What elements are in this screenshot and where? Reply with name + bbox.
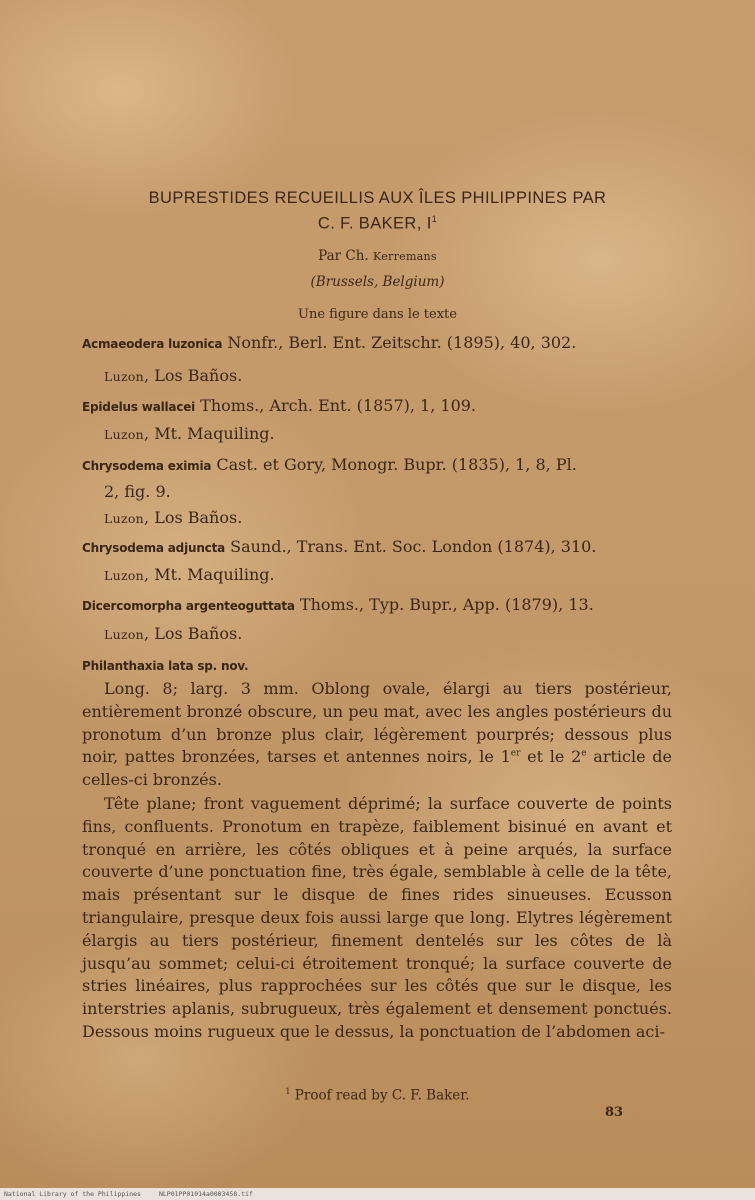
scan-file-name: NLP01PP01014a0003458.tif [158, 1190, 253, 1198]
affiliation: (Brussels, Belgium) [310, 274, 445, 290]
page-number: 83 [605, 1105, 624, 1120]
footnote [0, 1087, 755, 1104]
superscript: er [510, 749, 521, 760]
text-run: Long. 8; larg. 3 mm. Oblong ovale, élargi au tiers postérieur, entièrement bronzé obscure, un peu mat, avec les angles postérieurs du pronotum d’un bronze plus clair, légèrement pourprés; dessous plus noir, pattes bronzées, tarses et antennes noirs, le 1 [82, 679, 672, 767]
locality-line [104, 366, 242, 387]
locality-line [104, 508, 242, 529]
new-species-name: Philanthaxia lata sp. nov. [82, 659, 249, 673]
species-name: Epidelus wallacei [82, 400, 196, 414]
citation-continuation: 2, fig. 9. [104, 482, 171, 501]
footnote-text: Proof read by C. F. Baker. [290, 1087, 470, 1104]
locality-place: , Mt. Maquiling. [144, 424, 275, 443]
footnote-mark: 1 [285, 1087, 291, 1096]
text-run: et le 2 [520, 747, 582, 767]
title-author-name: C. F. BAKER, I [317, 214, 432, 233]
locality-line [104, 624, 242, 645]
new-species-heading [82, 655, 248, 676]
text-run: article de celles-ci bronzés. [82, 747, 673, 790]
description-paragraph-1 [82, 678, 672, 792]
locality-island: Luzon [104, 568, 145, 583]
species-entry [82, 396, 476, 417]
species-citation: Cast. et Gory, Monogr. Bupr. (1835), 1, 8, Pl. [211, 455, 577, 474]
species-entry [82, 595, 594, 616]
locality-island: Luzon [104, 427, 145, 442]
locality-place: , Mt. Maquiling. [144, 565, 275, 584]
author-line [0, 248, 755, 264]
author-prefix: Par Ch. [318, 248, 373, 264]
species-citation: Nonfr., Berl. Ent. Zeitschr. (1895), 40, 302. [222, 333, 577, 352]
species-entry [82, 455, 577, 476]
locality-island: Luzon [104, 369, 145, 384]
author-name: Kerremans [373, 250, 437, 263]
scan-info-strip [0, 1188, 755, 1200]
scan-library-label: National Library of the Philippines [4, 1190, 141, 1198]
superscript: e [581, 749, 587, 760]
species-entry [82, 333, 576, 354]
locality-island: Luzon [104, 511, 145, 526]
locality-place: , Los Baños. [144, 508, 243, 527]
figure-note: Une figure dans le texte [298, 307, 457, 322]
species-name: Acmaeodera luzonica [82, 337, 223, 351]
article-title-line1: BUPRESTIDES RECUEILLIS AUX ÎLES PHILIPPINES PAR [148, 189, 607, 207]
description-text: Tête plane; front vaguement déprimé; la surface couverte de points fins, confluents. Pronotum en trapèze, faiblement bisinué en avant et tronqué en arrière, les côtés obliques et à peine arqués, la surface couverte d’une ponctuation fine, très égale, semblable à celle de la tête, mais présentant sur le disque de fines rides sinueuses. Ecusson triangulaire, presque deux fois aussi large que long. Elytres légèrement élargis au tiers postérieur, finement dentelés sur les côtes de là jusqu’au sommet; celui-ci étroitement tronqué; la surface couverte de stries linéaires, plus rapprochées sur les côtés que sur le disque, les interstries aplanis, subrugueux, très également et densement ponctués. Dessous moins rugueux que le dessus, la ponctuation de l’abdomen aci- [82, 794, 672, 1041]
locality-line [104, 565, 275, 586]
species-entry [82, 537, 596, 558]
species-citation: Saund., Trans. Ent. Soc. London (1874), 310. [225, 537, 597, 556]
locality-place: , Los Baños. [144, 624, 243, 643]
locality-island: Luzon [104, 627, 145, 642]
species-citation: Thoms., Typ. Bupr., App. (1879), 13. [294, 595, 594, 614]
species-citation: Thoms., Arch. Ent. (1857), 1, 109. [195, 396, 477, 415]
description-paragraph-2 [82, 793, 672, 1044]
species-name: Chrysodema adjuncta [82, 541, 226, 555]
description-text [82, 678, 672, 792]
locality-place: , Los Baños. [144, 366, 243, 385]
article-title-line2 [0, 214, 755, 234]
title-footnote-mark: 1 [431, 214, 438, 224]
locality-line [104, 424, 275, 445]
species-name: Dicercomorpha argenteoguttata [82, 599, 295, 613]
species-name: Chrysodema eximia [82, 459, 212, 473]
